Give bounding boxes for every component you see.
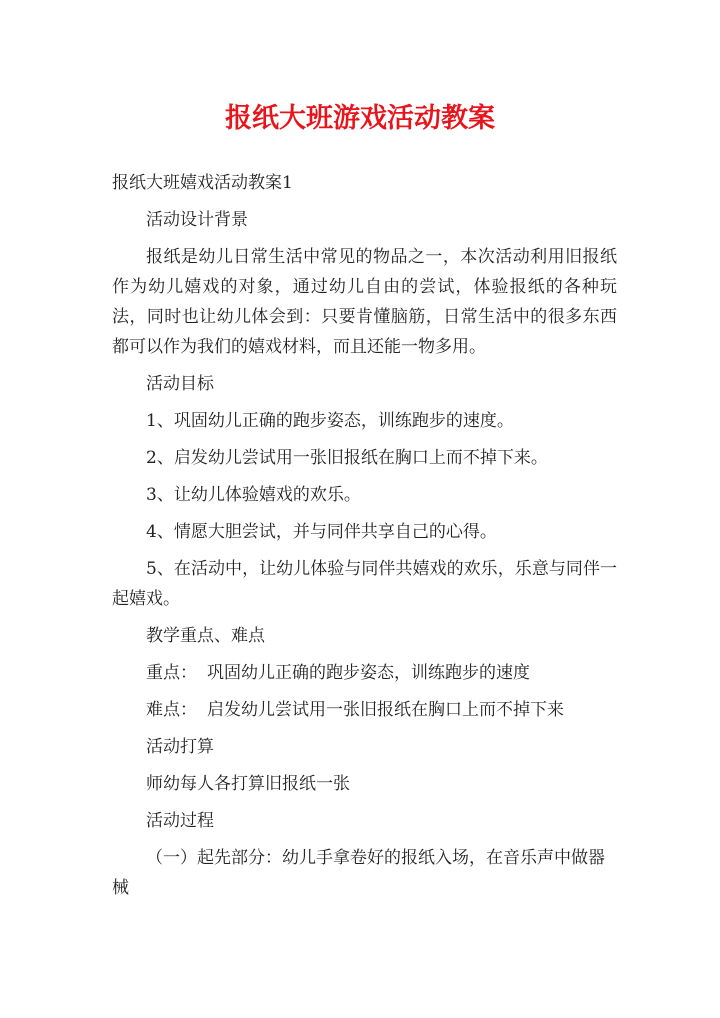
section-heading-process: 活动过程: [146, 811, 214, 831]
difficulty-label: 难点：: [146, 700, 197, 720]
goal-item-4: 4、情愿大胆尝试，并与同伴共享自己的心得。: [146, 522, 497, 542]
goal-item-1: 1、巩固幼儿正确的跑步姿态，训练跑步的速度。: [146, 411, 514, 431]
goal-item-5: 5、在活动中，让幼儿体验与同伴共嬉戏的欢乐，乐意与同伴一起嬉戏。: [112, 559, 617, 609]
difficulty-line: [112, 695, 617, 725]
goal-item-3: 3、让幼儿体验嬉戏的欢乐。: [146, 485, 361, 505]
keypoint-line: [112, 658, 617, 688]
document-subtitle: 报纸大班嬉戏活动教案1: [112, 173, 293, 193]
section-heading-goals: 活动目标: [146, 374, 214, 394]
goal-item-2: 2、启发幼儿尝试用一张旧报纸在胸口上而不掉下来。: [146, 448, 548, 468]
paragraph-background: 报纸是幼儿日常生活中常见的物品之一，本次活动利用旧报纸作为幼儿嬉戏的对象，通过幼儿自由的尝试，体验报纸的各种玩法，同时也让幼儿体会到：只要肯懂脑筋，日常生活中的很多东西都可以作为我们的嬉戏材料，而且还能一物多用。: [112, 247, 617, 357]
keypoint-text: 巩固幼儿正确的跑步姿态，训练跑步的速度: [207, 663, 530, 683]
keypoint-label: 重点：: [146, 663, 197, 683]
section-heading-background: 活动设计背景: [146, 210, 248, 230]
difficulty-text: 启发幼儿尝试用一张旧报纸在胸口上而不掉下来: [207, 700, 564, 720]
paragraph-process-first: （一）起先部分：幼儿手拿卷好的报纸入场，在音乐声中做器械: [112, 848, 605, 898]
document-title: 报纸大班游戏活动教案: [225, 103, 495, 134]
section-heading-prep: 活动打算: [146, 737, 214, 757]
document-body: [112, 168, 617, 903]
paragraph-prep: 师幼每人各打算旧报纸一张: [146, 774, 350, 794]
section-heading-keypoints: 教学重点、难点: [146, 626, 265, 646]
